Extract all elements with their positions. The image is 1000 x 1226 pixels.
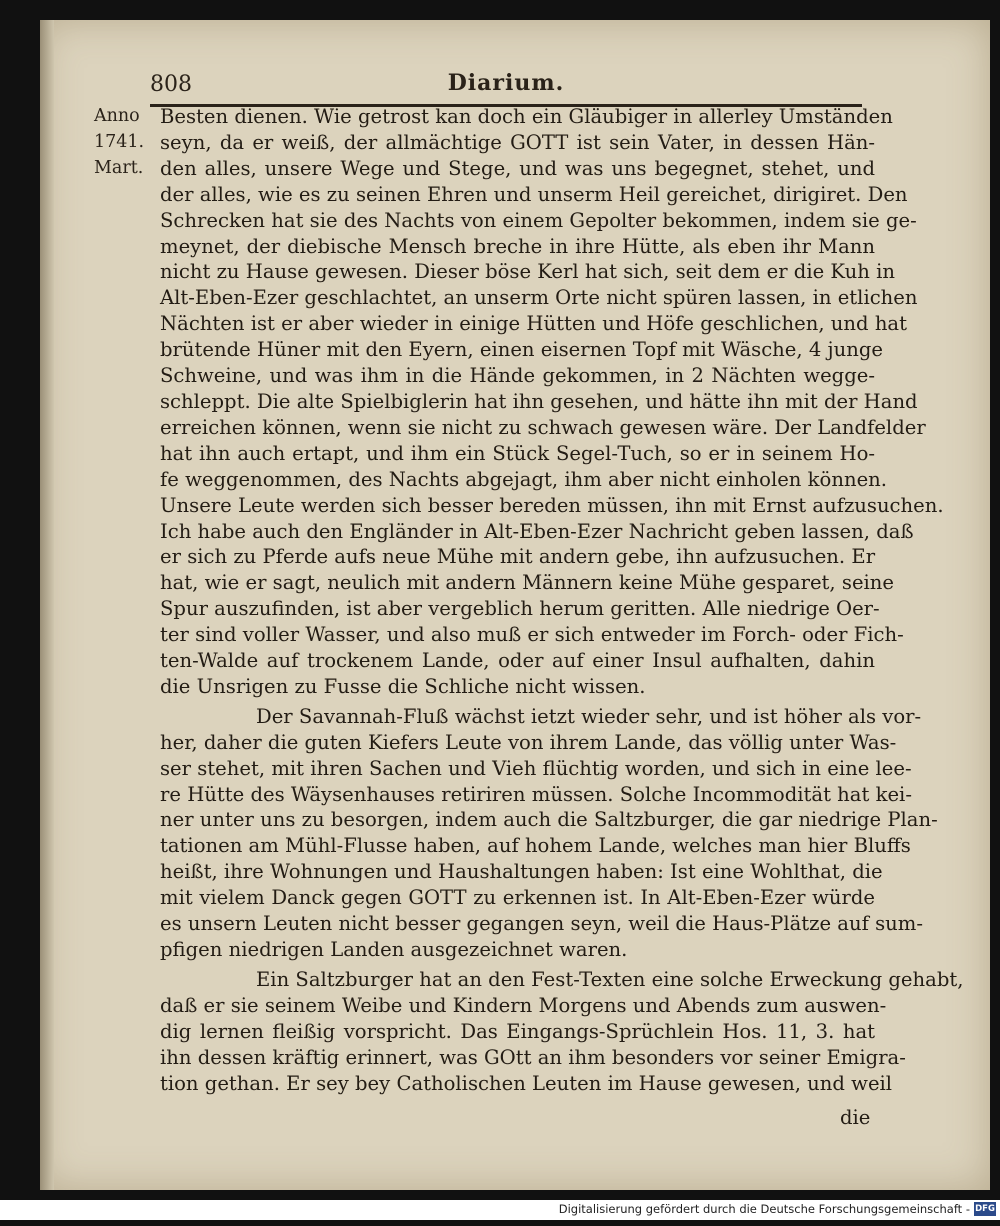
margin-note-line: Anno [94, 106, 140, 126]
text-line: er sich zu Pferde aufs neue Mühe mit andern gebe, ihn aufzusuchen. Er [160, 545, 876, 569]
text-line: fe weggenommen, des Nachts abgejagt, ihm aber nicht einholen können. [160, 467, 888, 491]
paragraph [160, 704, 938, 963]
text-line: Unsere Leute werden sich besser bereden müssen, ihn mit Ernst aufzusuchen. [160, 493, 944, 517]
text-line: her, daher die guten Kiefers Leute von ihrem Lande, das völlig unter Was- [160, 730, 897, 754]
text-line: nicht zu Hause gewesen. Dieser böse Kerl hat sich, seit dem er die Kuh in [160, 260, 895, 284]
text-line: ner unter uns zu besorgen, indem auch die Saltzburger, die gar niedrige Plan- [160, 808, 938, 832]
text-line: Nächten ist er aber wieder in einige Hütten und Höfe geschlichen, und hat [160, 312, 907, 336]
body-text [160, 104, 964, 1096]
text-line: tationen am Mühl-Flusse haben, auf hohem Lande, welches man hier Bluffs [160, 834, 911, 858]
footer-bar [0, 1200, 1000, 1220]
text-line: ihn dessen kräftig erinnert, was GOtt an ihm besonders vor seiner Emigra- [160, 1045, 906, 1069]
page-header [150, 62, 862, 102]
text-line: hat, wie er sagt, neulich mit andern Männern keine Mühe gesparet, seine [160, 571, 895, 595]
text-line: den alles, unsere Wege und Stege, und was uns begegnet, stehet, und [160, 156, 875, 180]
text-line: die Unsrigen zu Fusse die Schliche nicht wissen. [160, 674, 646, 698]
text-line: seyn, da er weiß, der allmächtige GOTT ist sein Vater, in dessen Hän- [160, 130, 875, 154]
text-line: pfigen niedrigen Landen ausgezeichnet waren. [160, 938, 628, 961]
paragraph [160, 104, 944, 700]
text-line: mit vielem Danck gegen GOTT zu erkennen ist. In Alt-Eben-Ezer würde [160, 886, 875, 910]
margin-note-line: 1741. [94, 131, 145, 152]
text-line: Der Savannah-Fluß wächst ietzt wieder sehr, und ist höher als vor- [256, 704, 922, 728]
text-line: brütende Hüner mit den Eyern, einen eisernen Topf mit Wäsche, 4 junge [160, 338, 883, 362]
text-line: hat ihn auch ertapt, und ihm ein Stück Segel-Tuch, so er in seinem Ho- [160, 441, 875, 465]
text-line: tion gethan. Er sey bey Catholischen Leuten im Hause gewesen, und weil [160, 1071, 893, 1095]
text-line: meynet, der diebische Mensch breche in ihre Hütte, als eben ihr Mann [160, 234, 875, 258]
text-line: Besten dienen. Wie getrost kan doch ein Gläubiger in allerley Umständen [160, 105, 893, 128]
text-line: der alles, wie es zu seinen Ehren und unserm Heil gereichet, dirigiret. Den [160, 182, 908, 206]
text-line: Schweine, und was ihm in die Hände gekommen, in 2 Nächten wegge- [160, 364, 875, 388]
catchword: die [840, 1106, 871, 1129]
text-line: Spur auszufinden, ist aber vergeblich herum geritten. Alle niedrige Oer- [160, 597, 880, 621]
text-line: Schrecken hat sie des Nachts von einem Gepolter bekommen, indem sie ge- [160, 208, 917, 232]
running-title: Diarium. [447, 70, 565, 96]
text-line: ter sind voller Wasser, und also muß er sich entweder im Forch- oder Fich- [160, 623, 904, 647]
text-line: heißt, ihre Wohnungen und Haushaltungen haben: Ist eine Wohlthat, die [160, 860, 883, 884]
text-line: ser stehet, mit ihren Sachen und Vieh flüchtig worden, und sich in eine lee- [160, 756, 912, 780]
page-number: 808 [150, 72, 192, 97]
margin-note-line: Mart. [94, 157, 144, 178]
text-line: erreichen können, wenn sie nicht zu schwach gewesen wäre. Der Landfelder [160, 415, 926, 439]
text-line: es unsern Leuten nicht besser gegangen seyn, weil die Haus-Plätze auf sum- [160, 912, 923, 936]
text-line: Alt-Eben-Ezer geschlachtet, an unserm Orte nicht spüren lassen, in etlichen [160, 286, 918, 310]
dfg-logo: DFG [975, 1204, 995, 1214]
paragraph [160, 967, 964, 1097]
text-line: schleppt. Die alte Spielbiglerin hat ihn gesehen, und hätte ihn mit der Hand [160, 389, 918, 413]
text-line: ten-Walde auf trockenem Lande, oder auf einer Insul aufhalten, dahin [160, 649, 875, 673]
page-gutter-edge [40, 20, 54, 1190]
text-line: dig lernen fleißig vorspricht. Das Eingangs-Sprüchlein Hos. 11, 3. hat [160, 1019, 875, 1043]
funding-credit: Digitalisierung gefördert durch die Deutsche Forschungsgemeinschaft - [558, 1202, 970, 1216]
text-line: re Hütte des Wäysenhauses retiriren müssen. Solche Incommodität hat kei- [160, 782, 912, 806]
text-line: Ein Saltzburger hat an den Fest-Texten eine solche Erweckung gehabt, [256, 967, 964, 991]
margin-date-note [94, 104, 154, 182]
text-line: Ich habe auch den Engländer in Alt-Eben-Ezer Nachricht geben lassen, daß [160, 519, 914, 543]
text-line: daß er sie seinem Weibe und Kindern Morgens und Abends zum auswen- [160, 993, 887, 1017]
